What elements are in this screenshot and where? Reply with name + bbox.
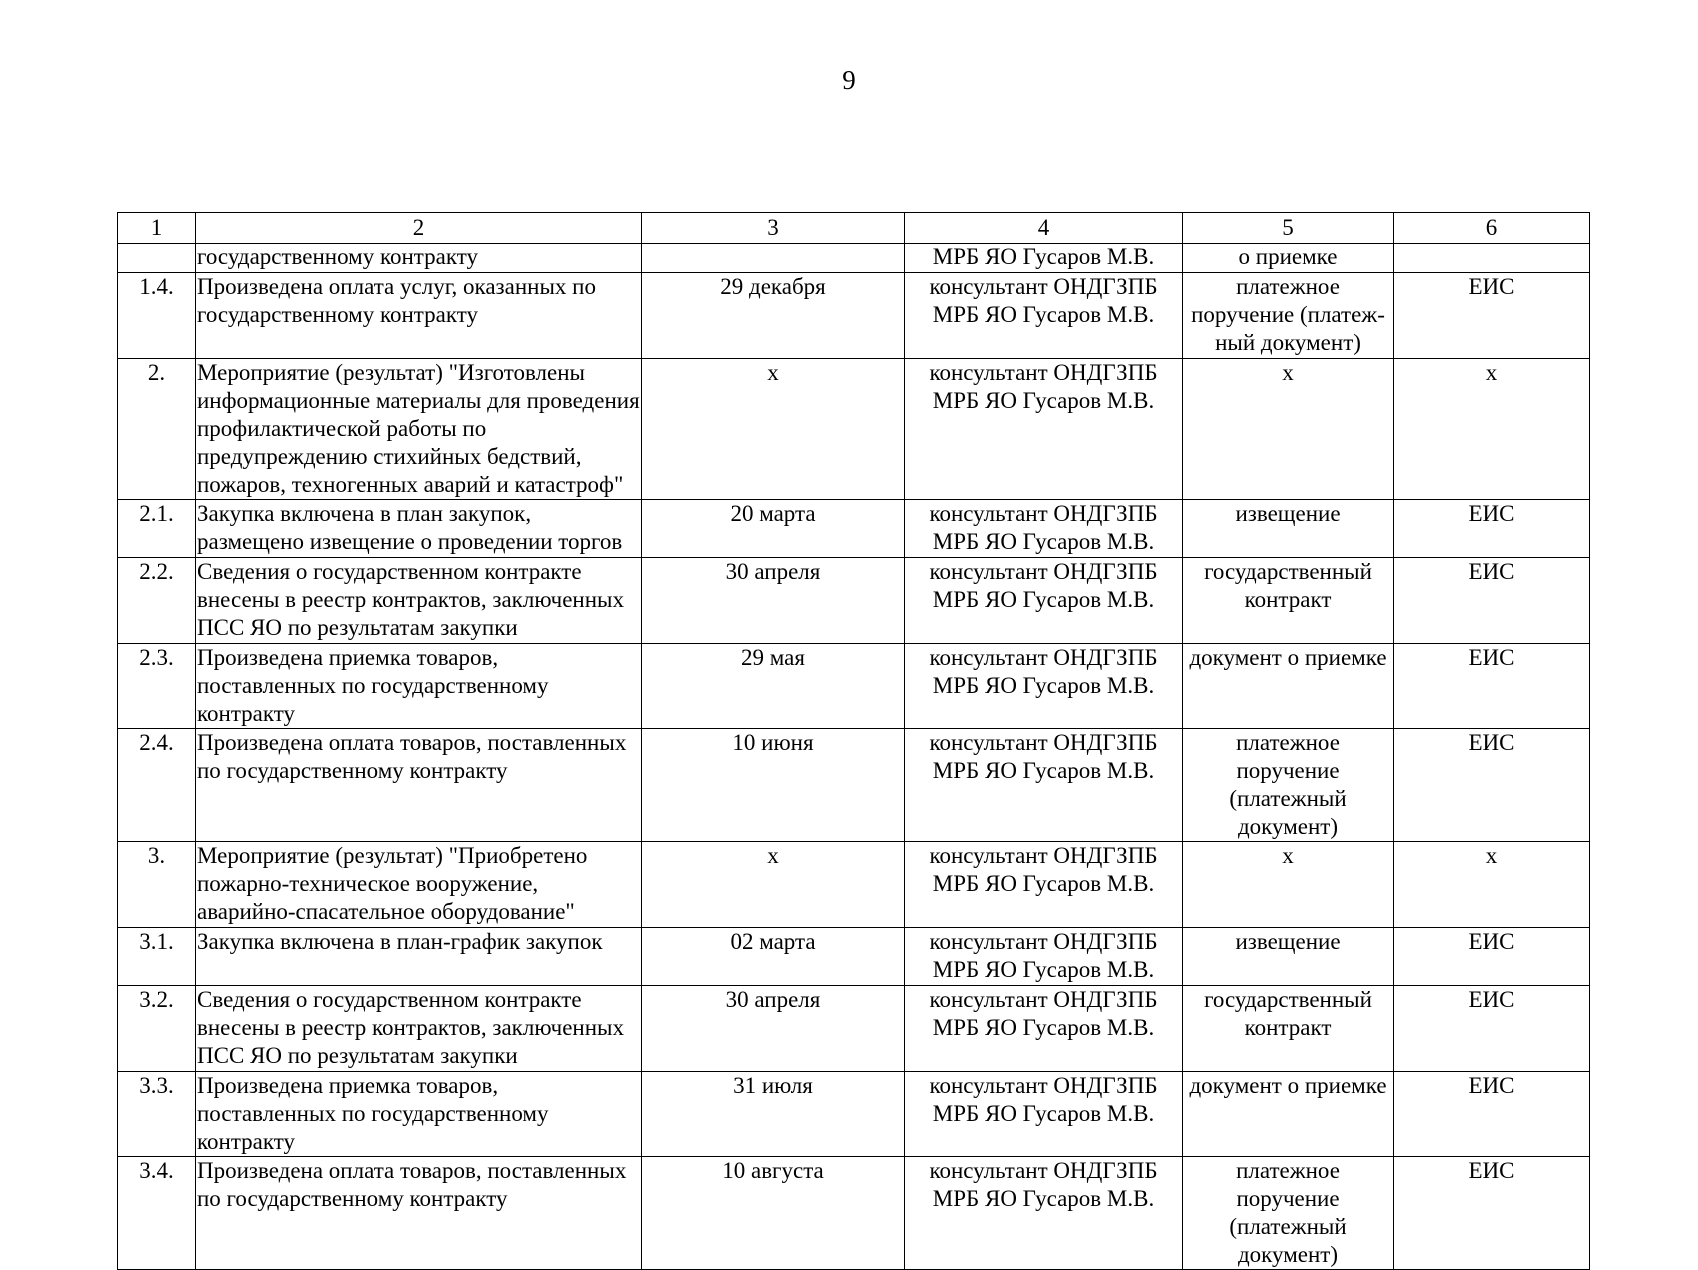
- row-responsible: консультант ОНДГЗПБ МРБ ЯО Гусаров М.В.: [905, 1157, 1183, 1270]
- row-document: х: [1183, 359, 1394, 500]
- row-number: 2.2.: [118, 558, 196, 644]
- row-date: х: [642, 842, 905, 928]
- row-system: х: [1394, 842, 1590, 928]
- row-document: х: [1183, 842, 1394, 928]
- row-number: 2.4.: [118, 729, 196, 842]
- row-system: ЕИС: [1394, 273, 1590, 359]
- row-date: [642, 244, 905, 273]
- table-row: [118, 1157, 1590, 1270]
- table-row: [118, 500, 1590, 558]
- row-description: Произведена приемка товаров, поставленных по государственному контракту: [196, 644, 642, 729]
- row-number: 2.3.: [118, 644, 196, 729]
- row-document: государственный контракт: [1183, 558, 1394, 644]
- row-date: 10 августа: [642, 1157, 905, 1270]
- row-system: ЕИС: [1394, 558, 1590, 644]
- row-responsible: консультант ОНДГЗПБ МРБ ЯО Гусаров М.В.: [905, 986, 1183, 1072]
- row-date: 30 апреля: [642, 558, 905, 644]
- row-description: Произведена приемка товаров, поставленных по государственному контракту: [196, 1072, 642, 1157]
- row-description: Закупка включена в план-график закупок: [196, 928, 642, 986]
- row-system: ЕИС: [1394, 928, 1590, 986]
- column-header: 4: [905, 213, 1183, 244]
- column-header: 6: [1394, 213, 1590, 244]
- table-row: [118, 1072, 1590, 1157]
- table-row: [118, 928, 1590, 986]
- row-document: о приемке: [1183, 244, 1394, 273]
- row-system: ЕИС: [1394, 986, 1590, 1072]
- row-number: 3.: [118, 842, 196, 928]
- row-number: 2.1.: [118, 500, 196, 558]
- row-document: государственный контракт: [1183, 986, 1394, 1072]
- row-responsible: консультант ОНДГЗПБ МРБ ЯО Гусаров М.В.: [905, 644, 1183, 729]
- row-date: 29 декабря: [642, 273, 905, 359]
- row-date: 30 апреля: [642, 986, 905, 1072]
- page-number: 9: [842, 65, 856, 95]
- column-header: 3: [642, 213, 905, 244]
- row-number: 3.4.: [118, 1157, 196, 1270]
- row-system: ЕИС: [1394, 644, 1590, 729]
- row-description: Закупка включена в план закупок, размещено извещение о проведении торгов: [196, 500, 642, 558]
- column-header: 2: [196, 213, 642, 244]
- table-row: [118, 729, 1590, 842]
- row-description: Мероприятие (результат) "Изготовлены информационные материалы для проведения профилактической работы по предупреждению стихийных бедствий, пожаров, техногенных аварий и катастроф": [196, 359, 642, 500]
- row-responsible: консультант ОНДГЗПБ МРБ ЯО Гусаров М.В.: [905, 729, 1183, 842]
- row-date: 31 июля: [642, 1072, 905, 1157]
- row-number: 3.1.: [118, 928, 196, 986]
- row-responsible: консультант ОНДГЗПБ МРБ ЯО Гусаров М.В.: [905, 500, 1183, 558]
- row-document: извещение: [1183, 500, 1394, 558]
- row-description: Произведена оплата товаров, поставленных по государственному контракту: [196, 729, 642, 842]
- table-row: [118, 244, 1590, 273]
- row-number: [118, 244, 196, 273]
- row-number: 3.3.: [118, 1072, 196, 1157]
- plan-table: [117, 212, 1590, 1270]
- row-date: 02 марта: [642, 928, 905, 986]
- row-system: ЕИС: [1394, 500, 1590, 558]
- row-document: документ о приемке: [1183, 1072, 1394, 1157]
- row-description: государственному контракту: [196, 244, 642, 273]
- row-date: 29 мая: [642, 644, 905, 729]
- table-row: [118, 558, 1590, 644]
- row-number: 3.2.: [118, 986, 196, 1072]
- row-responsible: консультант ОНДГЗПБ МРБ ЯО Гусаров М.В.: [905, 273, 1183, 359]
- row-document: платежное поручение (платеж-ный документ): [1183, 273, 1394, 359]
- row-system: ЕИС: [1394, 1072, 1590, 1157]
- column-header: 1: [118, 213, 196, 244]
- row-system: [1394, 244, 1590, 273]
- table-row: [118, 986, 1590, 1072]
- row-responsible: консультант ОНДГЗПБ МРБ ЯО Гусаров М.В.: [905, 558, 1183, 644]
- row-system: ЕИС: [1394, 729, 1590, 842]
- table-header-row: [118, 213, 1590, 244]
- row-document: документ о приемке: [1183, 644, 1394, 729]
- table-row: [118, 842, 1590, 928]
- row-description: Сведения о государственном контракте внесены в реестр контрактов, заключенных ПСС ЯО по результатам закупки: [196, 558, 642, 644]
- row-description: Произведена оплата услуг, оказанных по государственному контракту: [196, 273, 642, 359]
- table-row: [118, 644, 1590, 729]
- row-document: платежное поручение (платежный документ): [1183, 729, 1394, 842]
- row-date: 20 марта: [642, 500, 905, 558]
- row-responsible: консультант ОНДГЗПБ МРБ ЯО Гусаров М.В.: [905, 928, 1183, 986]
- row-date: 10 июня: [642, 729, 905, 842]
- column-header: 5: [1183, 213, 1394, 244]
- table-row: [118, 273, 1590, 359]
- row-system: ЕИС: [1394, 1157, 1590, 1270]
- row-description: Сведения о государственном контракте внесены в реестр контрактов, заключенных ПСС ЯО по результатам закупки: [196, 986, 642, 1072]
- row-number: 1.4.: [118, 273, 196, 359]
- row-responsible: консультант ОНДГЗПБ МРБ ЯО Гусаров М.В.: [905, 359, 1183, 500]
- row-description: Произведена оплата товаров, поставленных по государственному контракту: [196, 1157, 642, 1270]
- row-number: 2.: [118, 359, 196, 500]
- row-responsible: консультант ОНДГЗПБ МРБ ЯО Гусаров М.В.: [905, 842, 1183, 928]
- row-document: извещение: [1183, 928, 1394, 986]
- row-system: х: [1394, 359, 1590, 500]
- row-date: х: [642, 359, 905, 500]
- row-document: платежное поручение (платежный документ): [1183, 1157, 1394, 1270]
- row-responsible: МРБ ЯО Гусаров М.В.: [905, 244, 1183, 273]
- table-row: [118, 359, 1590, 500]
- row-responsible: консультант ОНДГЗПБ МРБ ЯО Гусаров М.В.: [905, 1072, 1183, 1157]
- row-description: Мероприятие (результат) "Приобретено пожарно-техническое вооружение, аварийно-спасательное оборудование": [196, 842, 642, 928]
